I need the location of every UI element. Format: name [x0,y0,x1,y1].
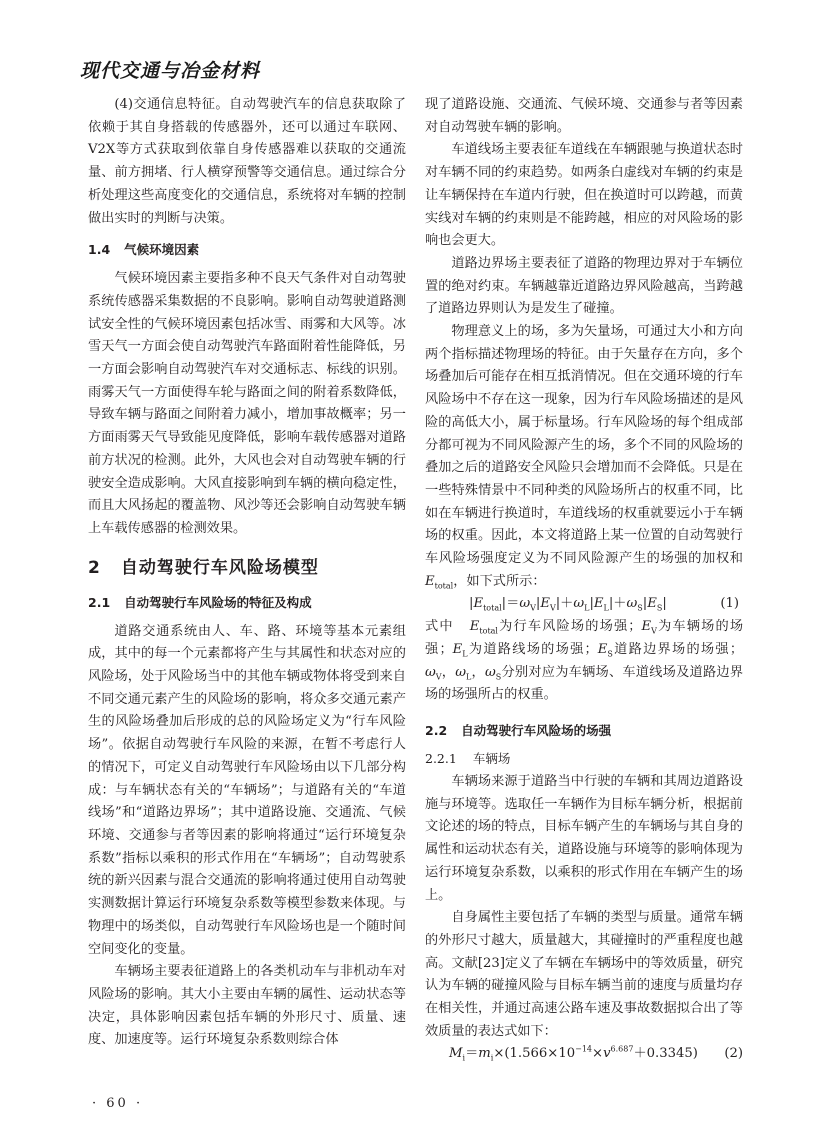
equation-number: (1) [720,596,739,612]
section-heading-2 [88,555,406,581]
section-heading-1-4 [88,240,406,260]
legend-text: 为道路线场的场强； [467,641,598,657]
equation-number: (2) [724,1046,743,1062]
section-heading-2-1 [88,593,406,613]
journal-masthead: 现代交通与冶金材料 [80,60,261,82]
paragraph-scalar-field: 物理意义上的场，多为矢量场，可通过大小和方向两个指标描述物理场的特征。由于矢量存在方向，多个场叠加后可能存在相互抵消情况。但在交通环境的行车风险场中不存在这一现象，因为行车风险场描述的是风险的高低大小，属于标量场。行车风险场的每个组成部分都可视为不同风险源产生的场，多个不同的风险场的叠加之后的道路安全风险只会增加而不会降低。只是在一些特殊情景中不同种类的风险场所占的权重不同，比如在车辆进行换道时，车道线场的权重就要远小于车辆场的权重。因此，本文将道路上某一位置的自动驾驶行车风险场强度定义为不同风险源产生的场强的加权和$E_{total}$，如下式所示： [425,324,743,591]
legend-text: 为行车风险场的场强； [497,619,642,635]
section-number: 2.2 [425,722,448,738]
section-title: 气候环境因素 [124,242,200,258]
equation-body: $|E_{total}|=\omega_V|E_V|+\omega_L|E_L|+\omega_S|E_S|$ [469,596,667,614]
paragraph-equation-legend: 式中 $E_{total}$为行车风险场的场强；$E_V$为车辆场的场强；$E_L$为道路线场的场强；$E_S$道路边界场的场强；$\omega_V$，$\omega_L$，$\omega_S$分别对应为车辆场、车道线场及道路边界场的场强所占的权重。 [425,619,744,703]
equation-body: $M_i=m_i\times(1.566\times 10^{-14}\times v^{6.687}+0.3345)$ [449,1045,698,1064]
paragraph-text: 物理意义上的场，多为矢量场，可通过大小和方向两个指标描述物理场的特征。由于矢量存在方向，多个场叠加后可能存在相互抵消情况。但在交通环境的行车风险场中不存在这一现象，因为行车风险场描述的是风险的高低大小，属于标量场。行车风险场的每个组成部分都可视为不同风险源产生的场，多个不同的风险场的叠加之后的道路安全风险只会增加而不会降低。只是在一些特殊情景中不同种类的风险场所占的权重不同，比如在车辆进行换道时，车道线场的权重就要远小于车辆场的权重。因此，本文将道路上某一位置的自动驾驶行车风险场强度定义为不同风险源产生的场强的加权和 [425,324,743,567]
paragraph-vehicle-field: 车辆场主要表征道路上的各类机动车与非机动车对风险场的影响。其大小主要由车辆的属性、运动状态等决定，具体影响因素包括车辆的外形尺寸、质量、速度、加速度等。运行环境复杂系数则综合体 [88,964,406,1048]
paragraph-risk-field-composition: 道路交通系统由人、车、路、环境等基本元素组成，其中的每一个元素都将产生与其属性和状态对应的风险场，处于风险场当中的其他车辆或物体将受到来自不同交通元素产生的风险场的影响，将众多交通元素产生的风险场叠加后形成的总的风险场定义为“行车风险场”。依据自动驾驶行车风险的来源，在暂不考虑行人的情况下，可定义自动驾驶行车风险场由以下几部分构成：与车辆状态有关的“车辆场”；与道路有关的“车道线场”和“道路边界场”；其中道路设施、交通流、气候环境、交通参与者等因素的影响将通过“运行环境复杂系数”指标以乘积的形式作用在“车辆场”；自动驾驶系统的新兴因素与混合交通流的影响将通过使用自动驾驶实测数据计算运行环境复杂系数等模型参数来体现。与物理中的场类似，自动驾驶行车风险场也是一个随时间空间变化的变量。 [88,623,406,957]
section-title: 自动驾驶行车风险场模型 [120,557,319,578]
section-heading-2-2 [425,721,743,741]
paragraph-traffic-info: (4)交通信息特征。自动驾驶汽车的信息获取除了依赖于其自身搭载的传感器外，还可以通过车联网、V2X等方式获取到依靠自身传感器难以获取的交通流量、前方拥堵、行人横穿预警等交通信息。通过综合分析处理这些高度变化的交通信息，系统将对车辆的控制做出实时的判断与决策。 [88,97,406,226]
right-column [425,94,743,1066]
paragraph-lane-line-field: 车道线场主要表征车道线在车辆跟驰与换道状态时对车辆不同的约束趋势。如两条白虚线对车辆的约束是让车辆保持在车道内行驶，但在换道时可以跨越，而黄实线对车辆的约束则是不能跨越，相应的对风险场的影响也会更大。 [425,142,743,249]
section-title: 自动驾驶行车风险场的场强 [461,722,612,738]
paragraph-equivalent-mass: 自身属性主要包括了车辆的类型与质量。通常车辆的外形尺寸越大，质量越大，其碰撞时的严重程度也越高。文献[23]定义了车辆在车辆场中的等效质量，研究认为车辆的碰撞风险与目标车辆当前的速度与质量均存在相关性，并通过高速公路车速及事故数据拟合出了等效质量的表达式如下： [425,910,743,1039]
legend-text: 为车辆场的场强； [425,619,744,657]
legend-text: 分别对应为车辆场、车道线场及道路边界场的场强所占的权重。 [425,664,744,703]
paragraph-continued: 现了道路设施、交通流、气候环境、交通参与者等因素对自动驾驶车辆的影响。 [425,97,743,135]
paragraph-road-boundary-field: 道路边界场主要表征了道路的物理边界对于车辆位置的绝对约束。车辆越靠近道路边界风险越高，当跨越了道路边界则认为是发生了碰撞。 [425,255,743,317]
section-number: 1.4 [88,242,111,258]
section-heading-2-2-1 [425,749,743,769]
page-number: · 60 · [92,1096,144,1111]
paragraph-vehicle-field-source: 车辆场来源于道路当中行驶的车辆和其周边道路设施与环境等。选取任一车辆作为目标车辆分析，根据前文论述的场的特点，目标车辆产生的车辆场与其自身的属性和运动状态有关，道路设施与环境等的影响体现为运行环境复杂系数，以乘积的形式作用在车辆产生的场上。 [425,773,743,903]
equation-2 [425,1043,743,1066]
section-title: 车辆场 [472,750,511,766]
legend-text: 道路边界场的场强； [612,641,744,657]
left-column [88,94,406,1052]
section-number: 2.2.1 [425,750,457,766]
paragraph-climate: 气候环境因素主要指多种不良天气条件对自动驾驶系统传感器采集数据的不良影响。影响自动驾驶道路测试安全性的气候环境因素包括冰雪、雨雾和大风等。冰雪天气一方面会使自动驾驶汽车路面附着性能降低，另一方面会影响自动驾驶汽车对交通标志、标线的识别。雨雾天气一方面使得车轮与路面之间的附着系数降低，导致车辆与路面之间附着力减小，增加事故概率；另一方面雨雾天气导致能见度降低，影响车载传感器对道路前方状况的检测。此外，大风也会对自动驾驶车辆的行驶安全造成影响。大风直接影响到车辆的横向稳定性，而且大风扬起的覆盖物、风沙等还会影响自动驾驶车辆上车载传感器的检测效果。 [88,271,406,536]
section-number: 2.1 [88,594,111,610]
section-number: 2 [88,557,101,578]
section-title: 自动驾驶行车风险场的特征及构成 [124,594,312,610]
equation-1 [425,593,743,616]
paragraph-text-tail: ，如下式所示： [453,573,546,589]
legend-lead: 式中 [425,619,454,635]
